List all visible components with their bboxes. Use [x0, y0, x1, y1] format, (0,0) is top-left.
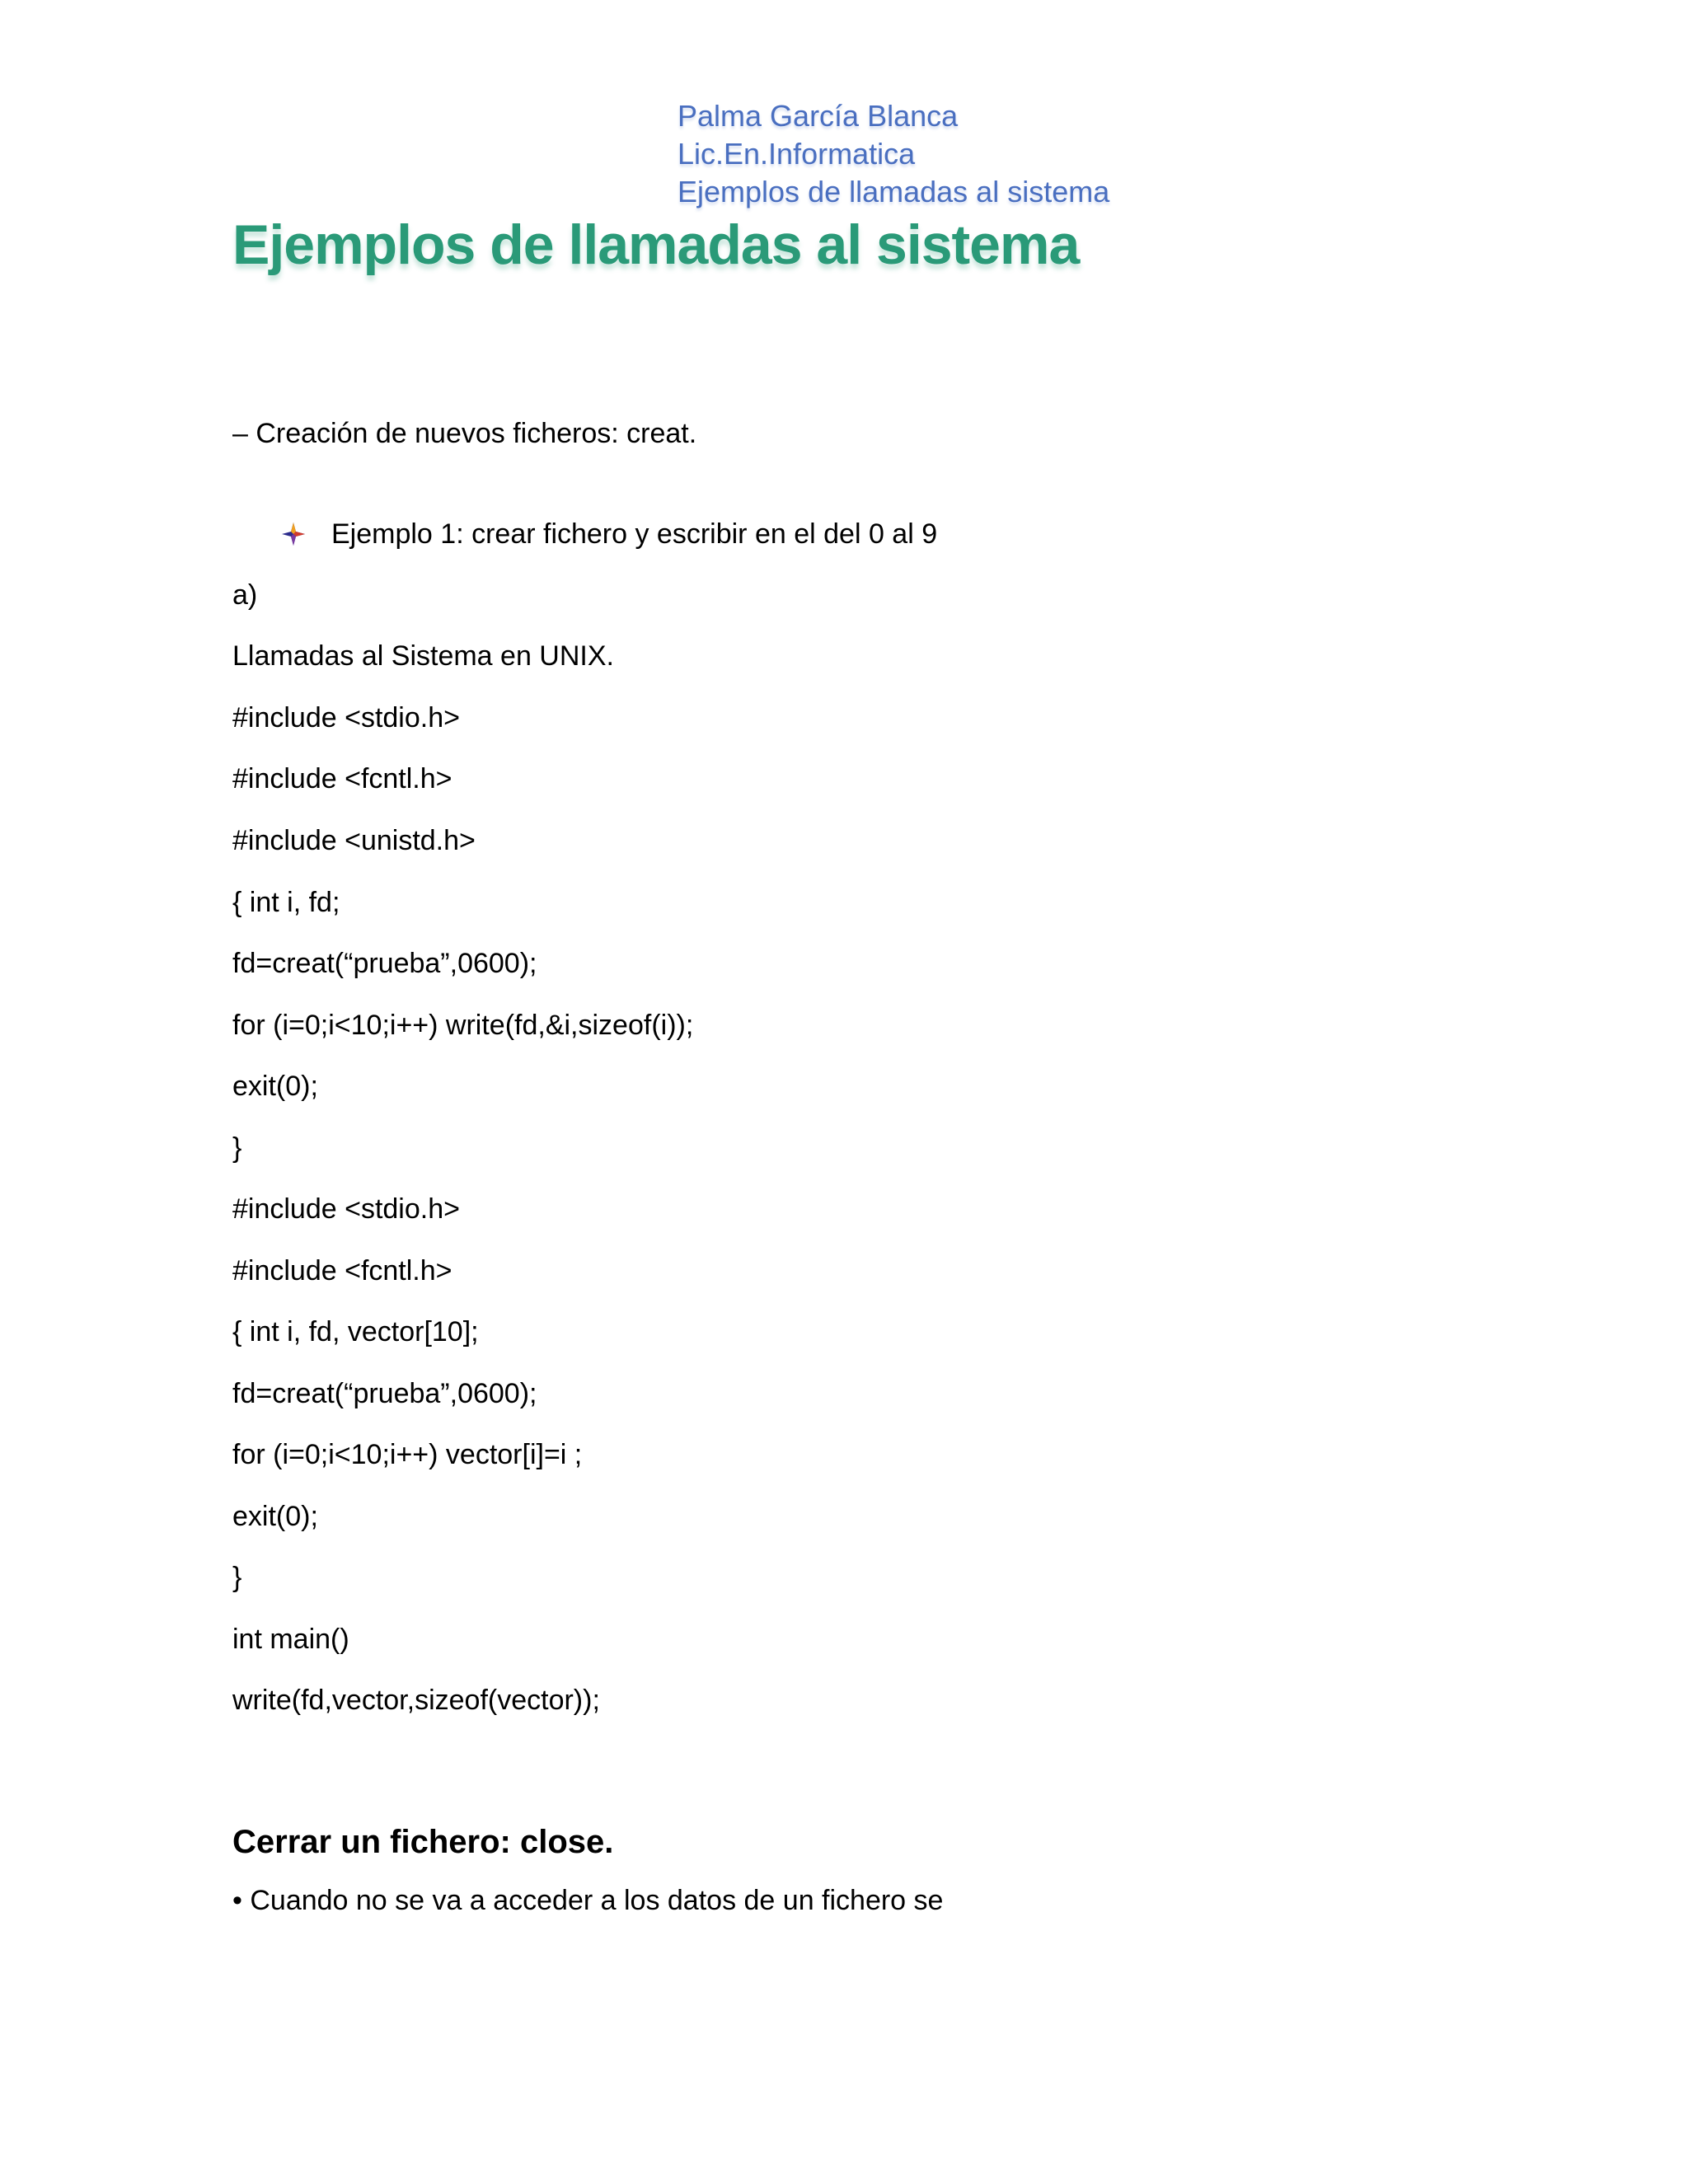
code-line: #include <unistd.h> [232, 825, 476, 856]
code-line: #include <stdio.h> [232, 1193, 460, 1225]
page-header [678, 97, 1419, 211]
code-line: } [232, 1132, 242, 1164]
header-author: Palma García Blanca [678, 99, 959, 133]
header-subject: Ejemplos de llamadas al sistema [678, 175, 1110, 209]
four-point-star-icon [280, 521, 307, 547]
section-heading-close: Cerrar un fichero: close. [232, 1824, 614, 1860]
code-line: write(fd,vector,sizeof(vector)); [232, 1685, 600, 1716]
code-line: #include <stdio.h> [232, 702, 460, 733]
example-bullet-text: Ejemplo 1: crear fichero y escribir en el del 0 al 9 [331, 518, 938, 550]
code-line: exit(0); [232, 1071, 318, 1102]
document-title: Ejemplos de llamadas al sistema [232, 213, 1080, 276]
example-bullet [280, 516, 937, 552]
doc-line: Llamadas al Sistema en UNIX. [232, 640, 614, 672]
code-line: #include <fcntl.h> [232, 763, 452, 794]
code-line: fd=creat(“prueba”,0600); [232, 1378, 537, 1409]
code-line: } [232, 1562, 242, 1593]
doc-line: a) [232, 579, 258, 611]
code-line: int main() [232, 1624, 349, 1655]
code-line: fd=creat(“prueba”,0600); [232, 948, 537, 979]
header-program: Lic.En.Informatica [678, 137, 916, 171]
code-line: { int i, fd, vector[10]; [232, 1316, 479, 1347]
code-line: exit(0); [232, 1501, 318, 1532]
code-line: for (i=0;i<10;i++) vector[i]=i ; [232, 1439, 583, 1470]
code-line: for (i=0;i<10;i++) write(fd,&i,sizeof(i)); [232, 1010, 694, 1041]
code-line: { int i, fd; [232, 887, 340, 918]
section-intro: – Creación de nuevos ficheros: creat. [232, 418, 697, 449]
code-line: #include <fcntl.h> [232, 1255, 452, 1286]
section-text: • Cuando no se va a acceder a los datos de un fichero se [232, 1885, 944, 1916]
